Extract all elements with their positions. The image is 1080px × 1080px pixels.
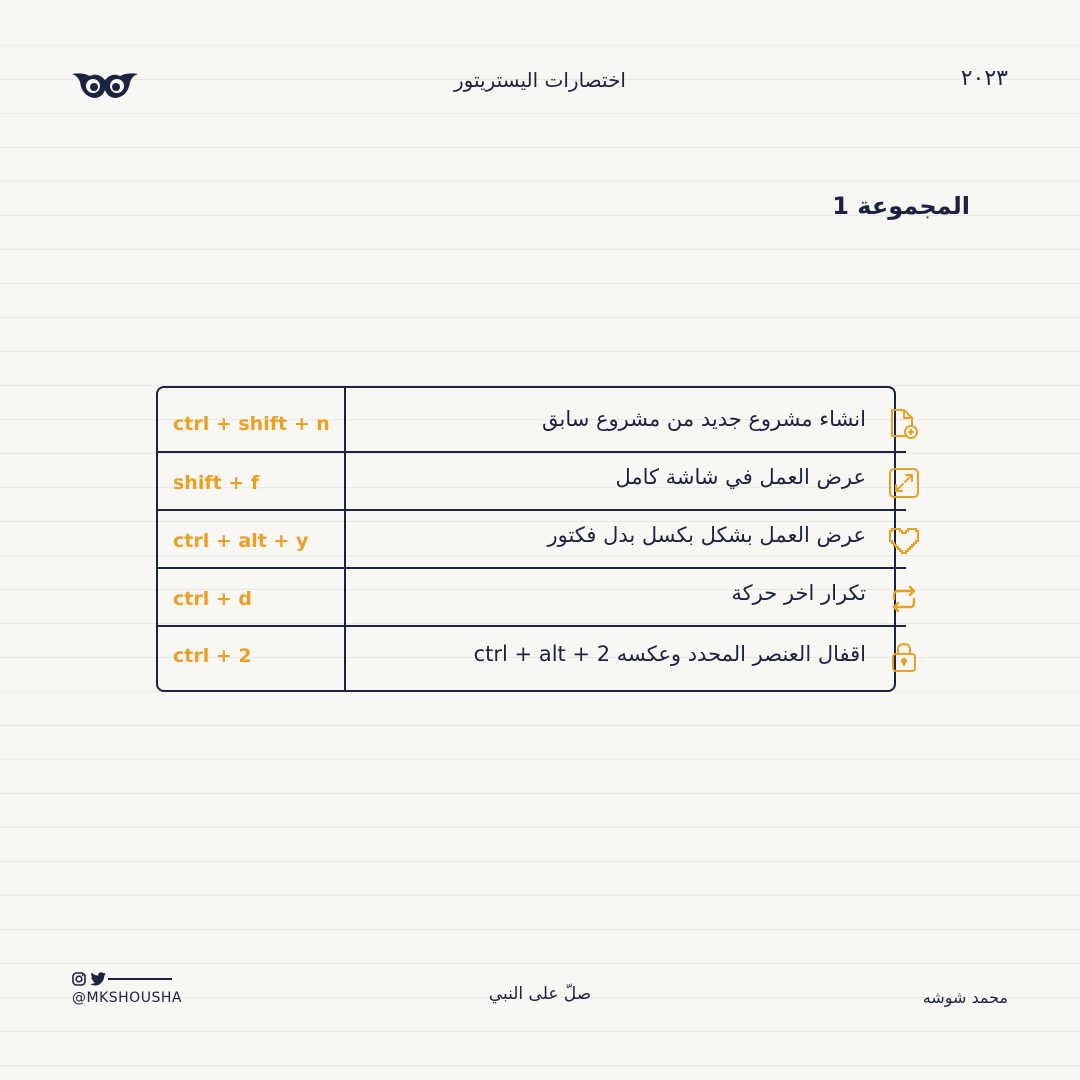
footer-center-text: صلّ على النبي bbox=[488, 984, 592, 1004]
shortcut-description: تكرار اخر حركة bbox=[731, 581, 866, 605]
instagram-icon[interactable] bbox=[72, 971, 86, 985]
section-title: المجموعة 1 bbox=[832, 192, 970, 220]
shortcut-keys: ctrl + 2 bbox=[173, 645, 252, 667]
social-handle[interactable]: @MKSHOUSHA bbox=[72, 990, 182, 1006]
table-row bbox=[158, 627, 894, 685]
shortcut-description: عرض العمل بشكل بكسل بدل فكتور bbox=[547, 523, 866, 547]
header-title: اختصارات اليستريتور bbox=[454, 68, 626, 92]
shortcut-keys: ctrl + alt + y bbox=[173, 530, 309, 552]
shortcut-description: عرض العمل في شاشة كامل bbox=[615, 465, 866, 489]
owl-eyes-icon bbox=[72, 70, 138, 102]
pixel-heart-icon bbox=[886, 523, 922, 559]
header-year: ٢٠٢٣ bbox=[960, 66, 1008, 91]
shortcut-description: اقفال العنصر المحدد وعكسه ctrl + alt + 2 bbox=[473, 642, 866, 666]
table-row bbox=[158, 511, 894, 569]
table-row bbox=[158, 569, 894, 627]
new-file-icon bbox=[886, 406, 922, 442]
author-name: محمد شوشه bbox=[922, 988, 1008, 1007]
social-icons bbox=[72, 970, 182, 988]
twitter-icon[interactable] bbox=[90, 971, 106, 985]
table-row bbox=[158, 453, 894, 511]
fullscreen-icon bbox=[886, 465, 922, 501]
table-row bbox=[158, 394, 894, 452]
shortcut-keys: ctrl + shift + n bbox=[173, 413, 330, 435]
shortcut-description: انشاء مشروع جديد من مشروع سابق bbox=[541, 407, 866, 431]
repeat-icon bbox=[886, 581, 922, 617]
lock-icon bbox=[886, 639, 922, 675]
shortcut-keys: shift + f bbox=[173, 472, 260, 494]
divider-line bbox=[108, 978, 172, 980]
shortcut-keys: ctrl + d bbox=[173, 588, 252, 610]
shortcuts-table bbox=[156, 386, 896, 692]
